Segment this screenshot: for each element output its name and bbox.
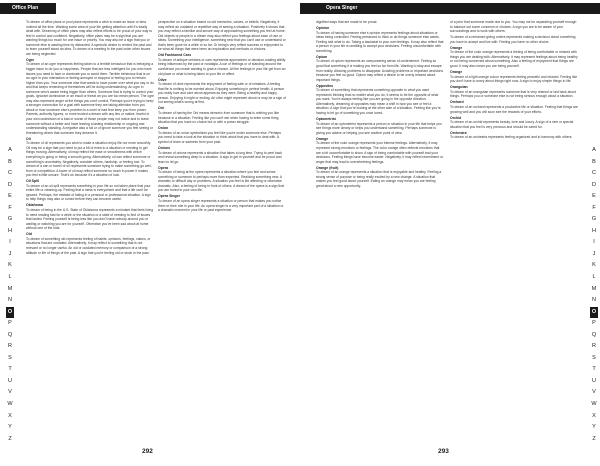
index-letter-z[interactable]: Z [592, 435, 596, 442]
index-letter-b[interactable]: B [592, 158, 596, 165]
entry-text: dignified ways that are made to be proud. [316, 20, 378, 24]
entry-heading: Ogre [26, 57, 35, 62]
entry-text: To dream of something that represents something opposite to what you want represents thinking that no matter what you do, it seems to be the opposite of what you want. You're always feeling like you are going in the opposite direction. Alternatively, dreaming of opposites may mean a shift in how you see or feel a situation. A sign that you're looking at the other side of a situation. Feeling like you're having to let go of something you once loved. [316, 88, 441, 116]
index-letter-h[interactable]: H [8, 227, 12, 234]
index-letter-c[interactable]: C [592, 170, 596, 177]
index-letter-e[interactable]: E [592, 193, 596, 200]
index-letter-v[interactable]: V [592, 389, 596, 396]
index-letter-e[interactable]: E [8, 193, 12, 200]
index-letter-r[interactable]: R [8, 343, 12, 350]
index-letter-o[interactable]: O [6, 307, 14, 319]
entry-text: To dream of having someone else's opinion represents feelings about situations or ideas being controlled. Feeling pressured to think or do things someone else wants. Feeling told what to do. Taking a backseat to your own feelings. It may also reflect that a person in your life is unwilling to accept your decisions. Feeling uncomfortable with something. [316, 30, 444, 53]
entry-heading: Oklahoma [26, 203, 43, 208]
index-letter-j[interactable]: J [592, 250, 596, 257]
entry-text: To dream of the color orange represents a feeling of being comfortable or relaxed with things you are dealing with. Alternatively, it may represent feelings about being healthy or not being concerned about something. Also a feeling of enjoyment that things are good. It may also mean you are being yourself. [450, 50, 578, 68]
column-2 [450, 20, 578, 141]
index-letter-u[interactable]: U [8, 377, 12, 384]
index-letter-a[interactable]: A [8, 147, 12, 153]
alphabet-index [590, 145, 598, 445]
entry-text: To dream of an onion symbolises you feel like you're under someone else. Perhaps you need to take a look at the situation or think about that you have to deal with. A symbol of tears or sadness from your past. [158, 130, 281, 144]
entry-heading: Opinion [316, 26, 330, 31]
index-letter-l[interactable]: L [592, 274, 596, 281]
index-letter-a[interactable]: A [592, 147, 596, 153]
index-letter-n[interactable]: N [8, 297, 12, 304]
index-letter-h[interactable]: H [592, 227, 596, 234]
entry-heading: Oil Spill [26, 179, 40, 184]
index-letter-i[interactable]: I [593, 239, 595, 246]
entry-text: To dream of an orangutan represents someone that is very relaxed or laid back about things. Perhaps you or someone else is not being serious enough about a situation. [450, 89, 577, 99]
entry-text: perspective on a situation based on old memories, values, or beliefs. Negatively, it may reflect an outdated or repetitive way of seeing a situation. Positively it shows that you may reflect a familiar and secure way of approaching something you feel at home. Old objects or people in a dream may also reflect your feelings about ease of use or ideas. Something your intelligence, something new that you can't use or understand or that's been gone for a while or so far. Or being's very reflect success or enjoyment to be what all things that were been an exploration and methods or choices. [158, 20, 286, 52]
entry-text: To dream of an orchestra represents feeling organized and in harmony with others. [450, 135, 573, 140]
column-2 [158, 20, 286, 214]
index-letter-s[interactable]: S [8, 354, 12, 361]
running-header [0, 3, 56, 14]
index-letter-r[interactable]: R [592, 343, 596, 350]
entry-heading: Orange (fruit) [316, 165, 339, 170]
index-letter-w[interactable]: W [591, 401, 597, 408]
entry-heading: Orchard [450, 100, 464, 105]
entry-text: To dream of having the Oni means demonic from someone that is nothing you like because in a situation. Feeling like you can't win when having to enter some thing situation that you have no choice but or with a power struggle. [158, 111, 279, 125]
index-letter-t[interactable]: T [8, 366, 12, 373]
entry-heading: Oni [158, 106, 164, 111]
running-header-text: Office Plan [12, 5, 39, 11]
entry-heading: Opera [158, 165, 169, 170]
index-letter-w[interactable]: W [7, 401, 13, 408]
entry-heading: Orange [316, 136, 329, 141]
entry-text: To dream of opium represents an overpowering sense of contentment. Feeling so good that something it is making you feel so far from life. Wanting to stay and escape from reality. Allowing problems to disappear. Avoiding problems or important decisions because you feel so good. Opium may reflect a desire to be overly relaxed about important things. [316, 59, 444, 82]
entry-text: To dream of being at the opera represents a situation where you feel and sense something or someone to perhaps more than expected. Realizing something new. A dramatic or difficult day or problems. A situation you feel is life affecting or otherwise dramatic. Also, a feeling of being in front of others. A dream of the opera is a sign that you are bored in your own life. [158, 170, 285, 193]
entry-text: To dream of a remained giving orders represents making a decision about something you have to accept and live with. Feeling you have no other choice. [450, 35, 576, 44]
index-letter-x[interactable]: X [8, 412, 12, 419]
index-letter-d[interactable]: D [592, 181, 596, 188]
entry-heading: Opium [316, 54, 328, 59]
entry-text: To dream of antique vehicles or cars represents approaches or decision-making ability being influenced by the past or nostalgia. A car of feelings or of standing around the confidence you made wanting to grab a chance. All the feelings in your life get from an old place or what is being taken to your life or affect. [158, 57, 286, 76]
running-header [300, 3, 600, 14]
entry-heading: Onion [158, 126, 169, 131]
index-letter-y[interactable]: Y [592, 424, 596, 431]
index-letter-t[interactable]: T [592, 366, 596, 373]
index-letter-g[interactable]: G [7, 216, 13, 223]
index-letter-v[interactable]: V [8, 389, 12, 396]
entry-text: To dream of onions represents a situation that takes a long time. Trying to peel back and reveal something deep in a situation. A sign to get in yourself and be proud and learn to let go. [158, 150, 282, 164]
entry-heading: Orange [450, 70, 463, 75]
entry-heading: Old [26, 232, 32, 237]
index-letter-c[interactable]: C [8, 170, 12, 177]
index-letter-p[interactable]: P [8, 320, 12, 327]
entry-text: To dream of being in the U.S. State of Oklahoma represents a mindset that feels living to need reading fast for a while or the situation or a state of needing to find of issues that lasted. Feeling yourself is being less like you don't have nobody around you or waiting or watching you are for yourself. Otherwise you've been sad about at home without one of the kids. [26, 208, 154, 231]
index-letter-f[interactable]: F [8, 204, 12, 211]
index-letter-k[interactable]: K [592, 262, 596, 269]
index-letter-o[interactable]: O [590, 307, 598, 319]
entry-text: To dream of a light orange colour represents feeling peaceful and relaxed. Feeling like you don't have to worry about things right now. A sign to enjoy simple things in life. [450, 74, 578, 84]
index-letter-k[interactable]: K [8, 262, 12, 269]
entry-text: To dream of an opera singer represents a situation or person that makes you notice them or their role in your life. An opera singer is a very important part of a situation or a dramatic moment in your life or past experience. [158, 199, 284, 213]
entry-heading: Orange [450, 45, 463, 50]
index-letter-j[interactable]: J [8, 250, 12, 257]
entry-text: To dream of an orchard represents a productive life or situation. Feeling that things are growing well and you will soon see the rewards of your efforts. [450, 104, 578, 114]
entry-text: To dream of an optometrist represents a person or situation in your life that helps you see things more clearly or helps you understand something. Perhaps someone is giving you advice or helping you see another point of view. [316, 121, 442, 135]
index-letter-p[interactable]: P [592, 320, 596, 327]
index-letter-u[interactable]: U [592, 377, 596, 384]
entry-text: To dream of the color orange represents your intense feelings. Alternatively, it may represent strong emotions or feelings. The color orange often reflects emotions that are a bit uncomfortable to show. A sign of being comfortable with yourself and your decisions. Feeling things have become easier. Negatively, it may reflect resentment or anger that may lead to overwhelming feelings. [316, 141, 444, 164]
index-letter-q[interactable]: Q [7, 331, 13, 338]
entry-text: To dream of olive represents the enjoyment of feeling safe or of mistakes. A feeling that life is nothing to be worried about. Enjoying something in perfect health. A person you really love and care about appears as they were. Being a healthy and happy person. Enjoying it might or ending. An olive might represent about or may be a sign of not seeing what's wrong at first. [158, 82, 286, 105]
entry-heading: Orchestra [450, 130, 467, 135]
entry-text: To dream of an orange represents a situation that is enjoyable and healthy. Feeling a strong sense of purpose or being really excited by a new change. A situation that makes you feel good about yourself. Eating an orange may mean you are feeling great about a new opportunity. [316, 170, 442, 188]
entry-text: To dream of oil represents you wish to make a situation enjoy life nor more smoothly. Oil may be a sign that you need to put a bit of extra to a situation or needing to get things moving. Alternatively, oil may reflect the ease or smoothness with which everything is going or being a smooth going. Alternatively, oil can reflect someone or something's uncertainty. Negatively, consider others, hardship, or feeling lost. To dream of a can or barrel of oil represents someone trying to make something go well, from or competition. A tower of oil may reflect someone so much in power it makes you feel a little unsure. That's ok because it's a situation of luck. [26, 141, 152, 178]
entry-text: of a prior that someone made due to you. You may not be separating yourself enough to balance out some concerns or choices. A sign you are to be aware of your surroundings and to work with others. [450, 20, 577, 34]
index-letter-f[interactable]: F [592, 204, 596, 211]
column-1 [26, 20, 154, 257]
index-letter-l[interactable]: L [8, 274, 12, 281]
index-letter-y[interactable]: Y [8, 424, 12, 431]
index-letter-b[interactable]: B [8, 158, 12, 165]
entry-heading: Onions [158, 145, 171, 150]
index-letter-z[interactable]: Z [8, 435, 12, 442]
entry-heading: Opposites [316, 83, 334, 88]
entry-heading: Old Fashioned Cars [158, 53, 192, 58]
page-number: 292 [142, 448, 153, 455]
alphabet-index [6, 145, 14, 445]
entry-text: To dream of an orchid represents beauty, love and luxury. A sign of a rare or special situation that you feel is very precious and should be cared for. [450, 120, 574, 129]
entry-heading: Olive [158, 77, 167, 82]
index-letter-x[interactable]: X [592, 412, 596, 419]
entry-text: To dream of something old represents feeling of habits, opinions, feelings, values, or situations that are outdated. Alternatively, it may reflect to something that is not relevant or no longer useful. An old or outdated memory or comparison of a strong attitude or life of things of the past. A sign that you're feeling old or stuck in the past. [26, 236, 151, 255]
entry-heading: Oil [26, 136, 31, 141]
entry-heading: Optometrist [316, 117, 336, 122]
page-number: 293 [438, 448, 449, 455]
index-letter-i[interactable]: I [9, 239, 11, 246]
index-letter-q[interactable]: Q [591, 331, 597, 338]
entry-text: To dream of an oil spill represents something in your life so not taken place that your entire life or cleaning-up. Feeling that a mess is everywhere and that a life can't be ignored. Perhaps, the mistake of failing in a personal or professional situation. A sign to help things may also or ruined before they can become useful. [26, 183, 151, 202]
index-letter-s[interactable]: S [592, 354, 596, 361]
entry-heading: Orchid [450, 115, 462, 120]
entry-heading: Opera Singer [158, 194, 180, 199]
index-letter-g[interactable]: G [591, 216, 597, 223]
entry-text: To dream of an ogre represents feeling taken to a terrible behaviour that is betraying a bigger issue to do you or happiness. People that are less intelligent for you who have issues you need to face or dominate you or avoid them. Terrible behaviour that is on an ogre in your interaction or feeling annoyed or stopped or feeling you to remain higher than you. Your someone else that wants to have power over what you say or do and that keeps reminding of themselves will be doing understanding. An ogre in someone who's aware being bigger than others. Someone that is trying to control your goals. Ignorant dominance or an insult or threat an you are too mean person. The ogre may also represent anger at the things you can't control. Perhaps you're trying to keep a stronger connection for a goal with someone they are taking attention from you about or how someone else's problem is a cruel or bad fear keep you from power. Parents, authority figures, or more trusted a dream with any lies or malice, fearful in your own undecision of a bad or worse of those people may not notice and to leave someone without a better and have leaving a lasting relationship or ongoing and understanding standing. A negative also a full or of ignore someone you feel seeing or threatening others that someone they deserve it. [26, 62, 155, 135]
column-1 [316, 20, 444, 190]
index-letter-m[interactable]: M [591, 285, 597, 292]
entry-text: To dream of office plans or pool plans represents a wish to make an issue or idea noticed all the time. Wanting some area of your life getting attention until it's totally dealt with. Dreaming of office plans may also reflect efforts to be proud of your way to feel in control and confident. Negatively, office plans may be a sign that you are wanting things too much for one issue or priority. You may also be a sign that you or someone else is wasting time by distracted. A symbolic desire to remind the past and to learn yourself about an idea. To dream of a meeting fo the past order other issues are being neglected. [26, 20, 153, 56]
running-header-text: Opera Singer [326, 5, 358, 11]
entry-heading: Orangutan [450, 85, 468, 90]
index-letter-n[interactable]: N [592, 297, 596, 304]
index-letter-d[interactable]: D [8, 181, 12, 188]
right-page [300, 0, 600, 466]
index-letter-m[interactable]: M [7, 285, 13, 292]
